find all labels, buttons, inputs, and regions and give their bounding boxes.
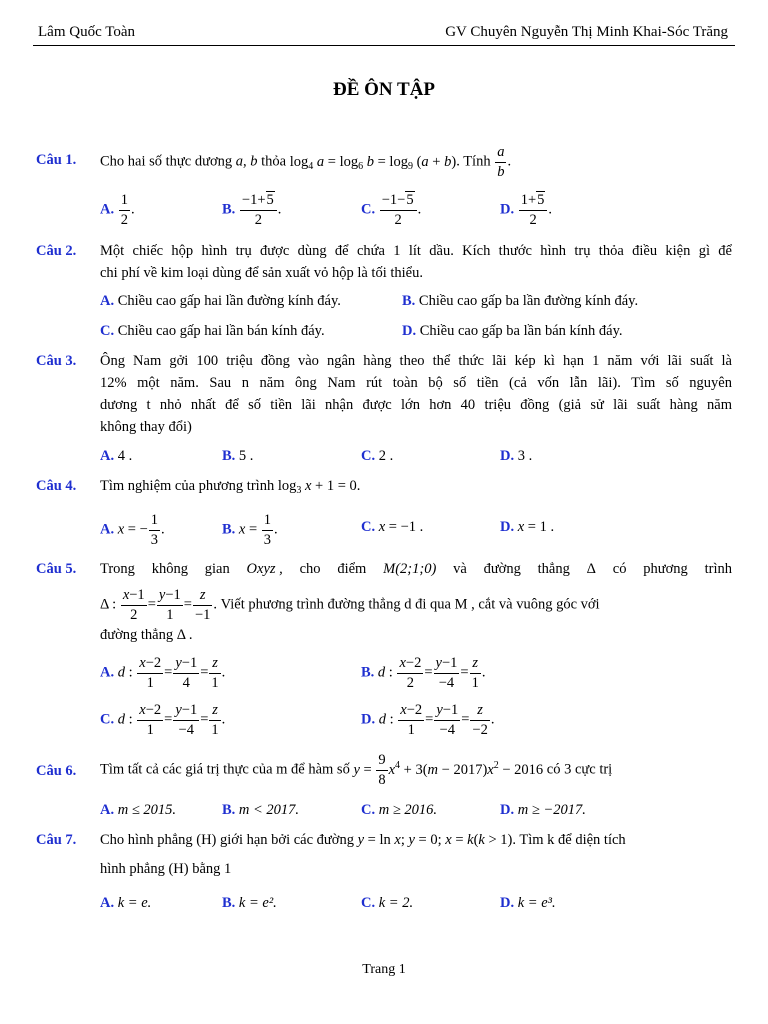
- question-6-function: y = $\frac{9}{8}$ $x^4 + 3(m - 2017)x^2 - 2016$: [353, 752, 544, 788]
- question-6-option-b: B. m < 2017.: [222, 802, 300, 818]
- question-4-label: Câu 4.: [36, 478, 77, 494]
- question-5-option-c: C. d : $\frac{x-2}{1}$ = $\frac{y-1}{-4}$ = $\frac{z}{1}$ .: [100, 702, 226, 738]
- question-3-option-a: A. 4 .: [100, 448, 133, 464]
- question-5-label: Câu 5.: [36, 561, 77, 577]
- question-5-option-d: D. d : $\frac{x-2}{1}$ = $\frac{y-1}{-4}$ = $\frac{z}{-2}$ .: [361, 702, 495, 738]
- question-7-line-1: Cho hình phẳng (H) giới hạn bởi các đường y = ln x; y = 0; x = k(k > 1). Tìm k để diện tích: [100, 832, 626, 848]
- question-7-label: Câu 7.: [36, 832, 77, 848]
- question-3-option-b: B. 5 .: [222, 448, 254, 464]
- question-7-option-d: D. k = e³.: [500, 895, 556, 911]
- question-4-text: Tìm nghiệm của phương trình $\log_3 x + 1 = 0$.: [100, 478, 361, 496]
- question-6-option-a: A. m ≤ 2015.: [100, 802, 177, 818]
- question-7-option-a: A. k = e.: [100, 895, 152, 911]
- question-2-option-c: C. Chiều cao gấp hai lần bán kính đáy.: [100, 323, 325, 339]
- header-author: Lâm Quốc Toàn: [38, 24, 135, 40]
- question-5-option-a: A. d : $\frac{x-2}{1}$ = $\frac{y-1}{4}$ = $\frac{z}{1}$ .: [100, 655, 226, 691]
- question-3-line-2: 12% một năm. Sau n năm ông Nam rút toàn bộ số tiền (cả vốn lẫn lãi). Tìm số nguyên: [100, 375, 732, 391]
- question-3-line-1: Ông Nam gởi 100 triệu đồng vào ngân hàng theo thể thức lãi kép kì hạn 1 năm với lãi suất là: [100, 353, 732, 369]
- question-4-option-c: C. x = −1 .: [361, 519, 424, 535]
- question-1-option-b: B. $\frac{-1+5}{2}$ .: [222, 192, 282, 228]
- question-3-option-c: C. 2 .: [361, 448, 394, 464]
- question-6-text: Tìm tất cả các giá trị thực của m để hàm số y = $\frac{9}{8}$ $x^4 + 3(m - 2017)x^2 - 2016$ có 3 cực trị: [100, 752, 613, 788]
- question-6-option-c: C. m ≥ 2016.: [361, 802, 438, 818]
- question-2-option-d: D. Chiều cao gấp ba lần bán kính đáy.: [402, 323, 623, 339]
- question-4-option-d: D. x = 1 .: [500, 519, 555, 535]
- question-2-line-2: chi phí về kim loại dùng để sản xuất vỏ hộp là tối thiểu.: [100, 265, 423, 281]
- question-1-label: Câu 1.: [36, 152, 77, 168]
- question-7-line-2: hình phẳng (H) bằng 1: [100, 861, 232, 877]
- header-affiliation: GV Chuyên Nguyễn Thị Minh Khai-Sóc Trăng: [445, 24, 728, 40]
- question-6-option-d: D. m ≥ −2017.: [500, 802, 586, 818]
- question-1-option-a: A. $\frac{1}{2}$ .: [100, 192, 135, 228]
- page-number: Trang 1: [362, 962, 406, 977]
- question-1-equation: $\log_4 a = \log_6 b = \log_9 (a + b)$: [289, 153, 457, 172]
- question-2-option-b: B. Chiều cao gấp ba lần đường kính đáy.: [402, 293, 639, 309]
- question-2-option-a: A. Chiều cao gấp hai lần đường kính đáy.: [100, 293, 341, 309]
- header-divider: [33, 45, 735, 46]
- question-1-text: Cho hai số thực dương a, b thỏa $\log_4 a = \log_6 b = \log_9 (a + b)$. Tính $\frac{a}{b}$ .: [100, 144, 512, 180]
- question-6-label: Câu 6.: [36, 763, 77, 779]
- question-3-line-3: dương t nhỏ nhất để số tiền lãi nhận được lớn hơn 40 triệu đồng (giả sử lãi suất hàng năm: [100, 397, 732, 413]
- question-1-option-d: D. $\frac{1+5}{2}$ .: [500, 192, 553, 228]
- question-5-line-3: đường thẳng Δ .: [100, 627, 193, 643]
- question-7-curves: y = ln x; y = 0; x = k(k > 1): [357, 832, 513, 848]
- question-5-line-2: Δ : $\frac{x-1}{2}$ = $\frac{y-1}{1}$ = $\frac{z}{-1}$ . Viết phương trình đường thẳng d đi qua M , cắt và vuông góc với: [100, 587, 600, 623]
- question-3-line-4: không thay đổi): [100, 419, 192, 435]
- question-3-label: Câu 3.: [36, 353, 77, 369]
- question-4-option-b: B. x = $\frac{1}{3}$ .: [222, 512, 278, 548]
- question-7-option-c: C. k = 2.: [361, 895, 414, 911]
- question-2-line-1: Một chiếc hộp hình trụ được dùng để chứa 1 lít dầu. Kích thước hình trụ thỏa điều kiện gì để: [100, 243, 732, 259]
- question-5-option-b: B. d : $\frac{x-2}{2}$ = $\frac{y-1}{-4}$ = $\frac{z}{1}$ .: [361, 655, 486, 691]
- question-7-option-b: B. k = e².: [222, 895, 277, 911]
- question-4-equation: $\log_3 x + 1 = 0$.: [277, 478, 361, 496]
- page-title: ĐỀ ÔN TẬP: [332, 79, 436, 100]
- question-1-option-c: C. $\frac{-1-5}{2}$ .: [361, 192, 422, 228]
- question-4-option-a: A. x = − $\frac{1}{3}$ .: [100, 512, 165, 548]
- question-5-line-1: Trong không gian Oxyz , cho điểm M(2;1;0) và đường thẳng Δ có phương trình: [100, 561, 732, 577]
- question-3-option-d: D. 3 .: [500, 448, 533, 464]
- question-2-label: Câu 2.: [36, 243, 77, 259]
